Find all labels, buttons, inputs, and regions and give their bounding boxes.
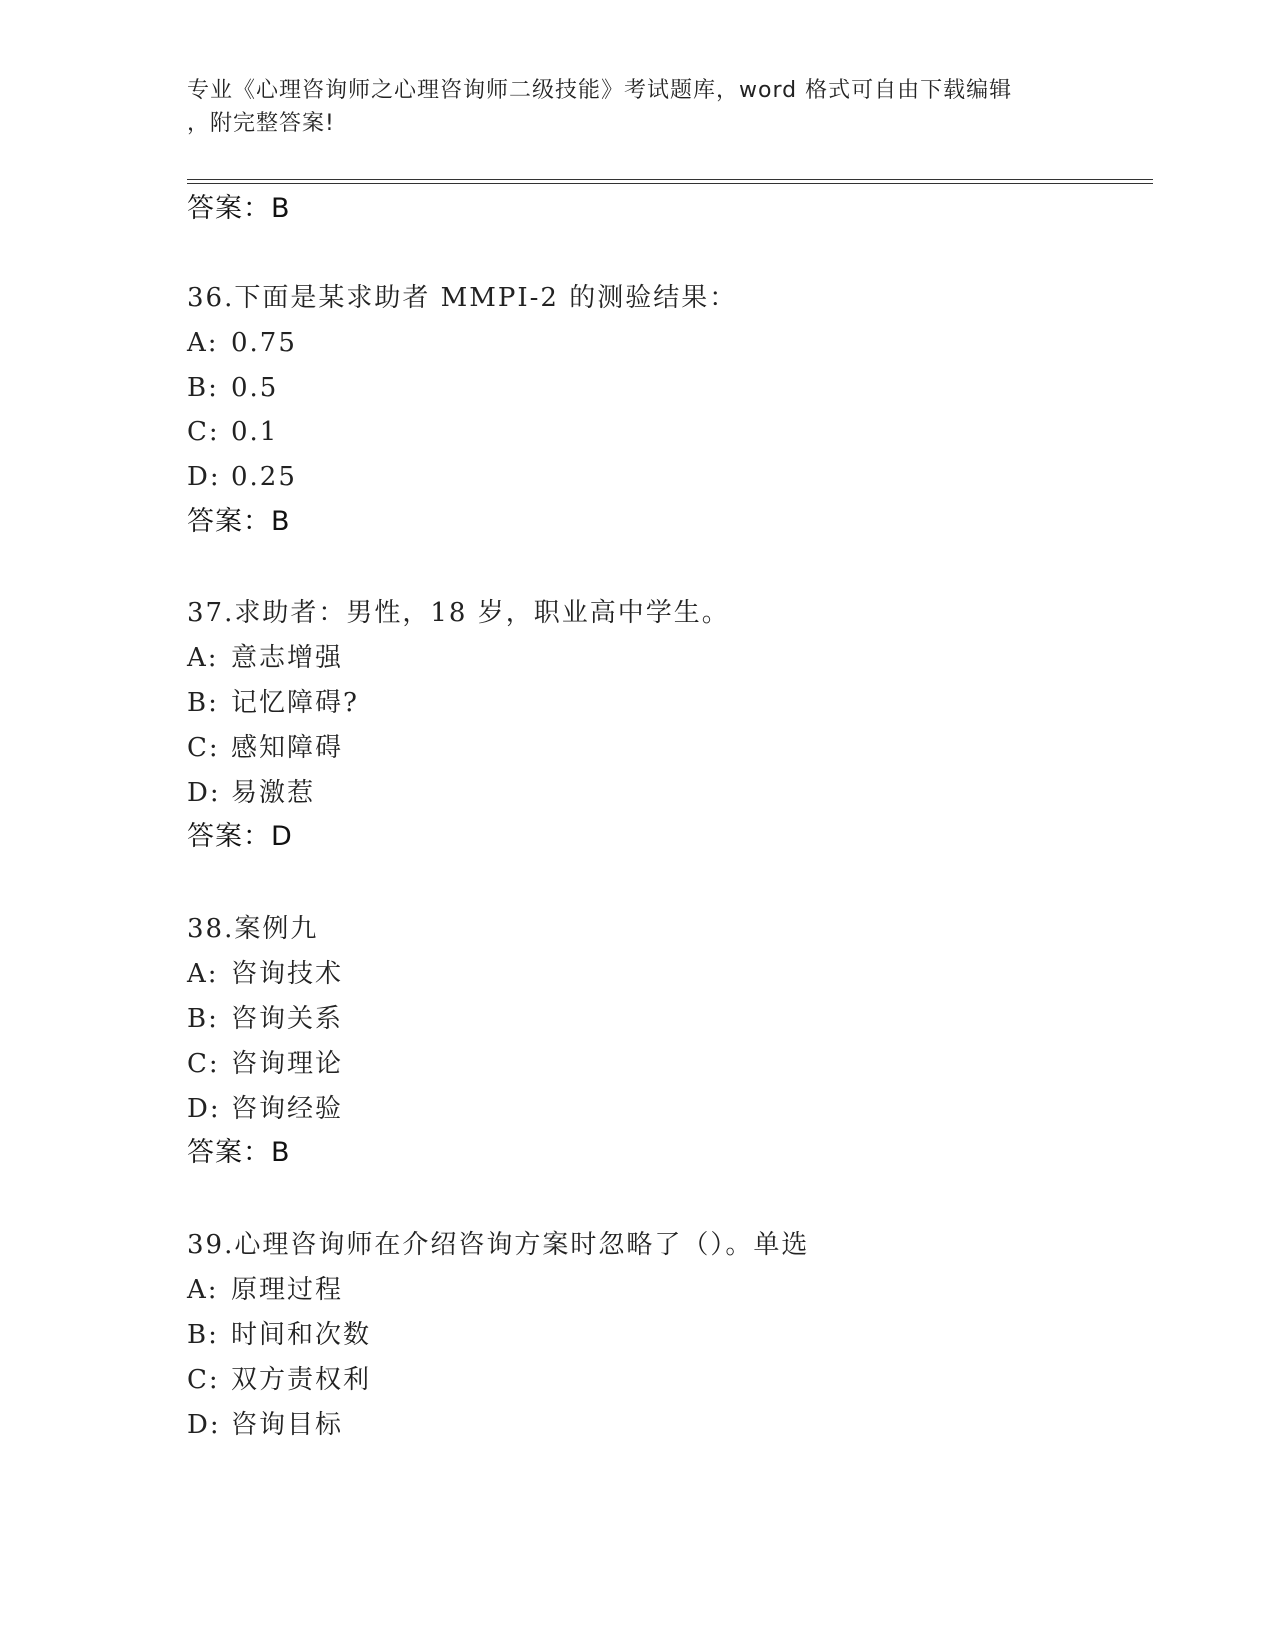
- option-label: A:: [187, 1275, 219, 1305]
- option-label: A:: [187, 328, 219, 358]
- option-label: B:: [187, 1004, 219, 1034]
- option-text: 咨询关系: [231, 1004, 344, 1034]
- option-text: 咨询经验: [231, 1094, 344, 1124]
- question-37-answer: 答案：D: [187, 821, 293, 852]
- option-text: 双方责权利: [231, 1365, 372, 1395]
- question-37-option-b: [187, 686, 359, 720]
- question-39-option-d: [187, 1408, 343, 1442]
- option-text: 0.5: [231, 373, 279, 403]
- option-label: C:: [187, 1049, 220, 1079]
- option-label: D:: [187, 1410, 221, 1440]
- option-text: 0.75: [231, 328, 297, 358]
- question-37-option-d: [187, 776, 315, 810]
- option-label: B:: [187, 1320, 219, 1350]
- question-38-option-d: [187, 1092, 343, 1126]
- question-36-option-d: [187, 460, 297, 494]
- option-text: 咨询技术: [231, 959, 344, 989]
- option-text: 记忆障碍?: [231, 688, 359, 718]
- header-line-1: 专业《心理咨询师之心理咨询师二级技能》考试题库，word 格式可自由下载编辑: [187, 78, 1013, 103]
- question-39-title: 39.心理咨询师在介绍咨询方案时忽略了（）。单选: [187, 1230, 810, 1260]
- option-text: 时间和次数: [231, 1320, 372, 1350]
- question-36-option-b: [187, 371, 278, 405]
- question-37-option-a: [187, 641, 343, 675]
- option-text: 意志增强: [231, 643, 344, 673]
- option-label: C:: [187, 1365, 220, 1395]
- option-label: D:: [187, 1094, 221, 1124]
- question-38-option-b: [187, 1002, 343, 1036]
- question-39-option-c: [187, 1363, 371, 1397]
- option-text: 0.1: [231, 417, 279, 447]
- option-label: A:: [187, 643, 219, 673]
- question-37-option-c: [187, 731, 343, 765]
- question-38-title: 38.案例九: [187, 914, 319, 944]
- option-label: B:: [187, 373, 219, 403]
- question-38-option-c: [187, 1047, 343, 1081]
- option-text: 咨询目标: [231, 1410, 344, 1440]
- option-label: D:: [187, 462, 221, 492]
- option-text: 原理过程: [231, 1275, 344, 1305]
- option-label: A:: [187, 959, 219, 989]
- option-label: D:: [187, 778, 221, 808]
- option-label: B:: [187, 688, 219, 718]
- header-line-2: ，附完整答案!: [187, 111, 335, 136]
- question-38-answer: 答案：B: [187, 1137, 291, 1168]
- option-text: 咨询理论: [231, 1049, 344, 1079]
- header-double-rule: [187, 179, 1153, 184]
- document-header: [187, 74, 1087, 140]
- question-36-option-a: [187, 326, 297, 360]
- option-text: 易激惹: [231, 778, 316, 808]
- question-39-option-a: [187, 1273, 343, 1307]
- option-text: 感知障碍: [231, 733, 344, 763]
- previous-answer: 答案：B: [187, 193, 291, 224]
- question-36-answer: 答案：B: [187, 506, 291, 537]
- question-37-title: 37.求助者：男性，18 岁，职业高中学生。: [187, 598, 730, 628]
- option-label: C:: [187, 417, 220, 447]
- question-38-option-a: [187, 957, 343, 991]
- question-36-option-c: [187, 415, 278, 449]
- question-36-title: 36.下面是某求助者 MMPI-2 的测验结果：: [187, 283, 738, 313]
- question-39-option-b: [187, 1318, 371, 1352]
- option-text: 0.25: [231, 462, 297, 492]
- option-label: C:: [187, 733, 220, 763]
